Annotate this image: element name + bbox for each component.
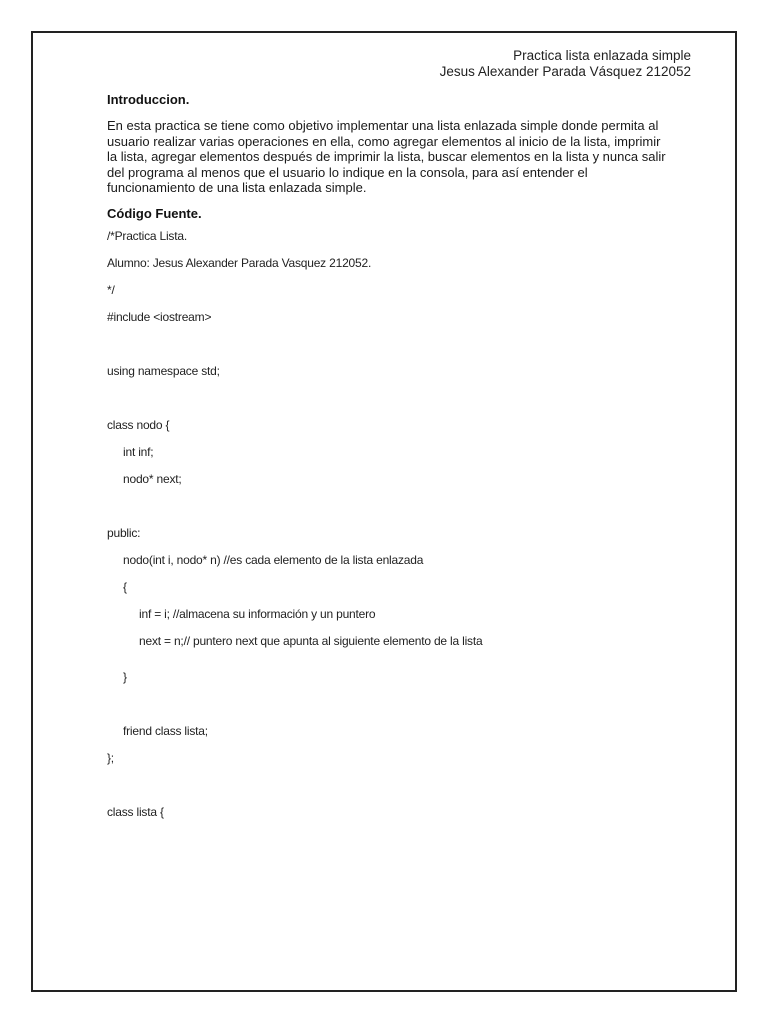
source-code-block xyxy=(107,228,667,831)
code-line: class nodo { xyxy=(107,417,170,432)
code-line: } xyxy=(123,669,127,684)
code-line-blank xyxy=(107,696,667,723)
code-line-blank xyxy=(107,777,667,804)
code-line: */ xyxy=(107,282,115,297)
code-line: inf = i; //almacena su información y un puntero xyxy=(139,606,376,621)
document-content xyxy=(107,92,667,831)
intro-paragraph: En esta practica se tiene como objetivo implementar una lista enlazada simple donde permita al usuario realizar varias operaciones en ella, como agregar elementos al inicio de la lista, imprimir la lista, agregar elementos después de imprimir la lista, buscar elementos en la lista y nunca salir del programa al menos que el usuario lo indique en la consola, para así entender el funcionamiento de una lista enlazada simple. xyxy=(107,118,666,195)
code-heading: Código Fuente. xyxy=(107,205,202,221)
code-line: friend class lista; xyxy=(123,723,208,738)
code-line: Alumno: Jesus Alexander Parada Vasquez 212052. xyxy=(107,255,372,270)
page-header xyxy=(440,48,691,80)
code-line-text: next = n;// puntero next que apunta al siguiente elemento de la lista xyxy=(139,633,483,648)
code-line: class lista { xyxy=(107,804,164,819)
code-line: /*Practica Lista. xyxy=(107,228,187,243)
code-line-wrapped xyxy=(107,633,667,669)
code-line-blank xyxy=(107,390,667,417)
code-line: int inf; xyxy=(123,444,154,459)
header-title: Practica lista enlazada simple xyxy=(513,48,691,63)
code-line: using namespace std; xyxy=(107,363,220,378)
code-line: nodo(int i, nodo* n) //es cada elemento de la lista enlazada xyxy=(123,552,424,567)
intro-heading: Introduccion. xyxy=(107,92,190,107)
code-line-blank xyxy=(107,336,667,363)
code-line-blank xyxy=(107,498,667,525)
code-line: }; xyxy=(107,750,114,765)
header-author: Jesus Alexander Parada Vásquez 212052 xyxy=(439,64,691,79)
code-line: public: xyxy=(107,525,141,540)
document-page xyxy=(31,31,737,992)
code-line: nodo* next; xyxy=(123,471,182,486)
code-line: { xyxy=(123,579,127,594)
code-line: #include <iostream> xyxy=(107,309,212,324)
